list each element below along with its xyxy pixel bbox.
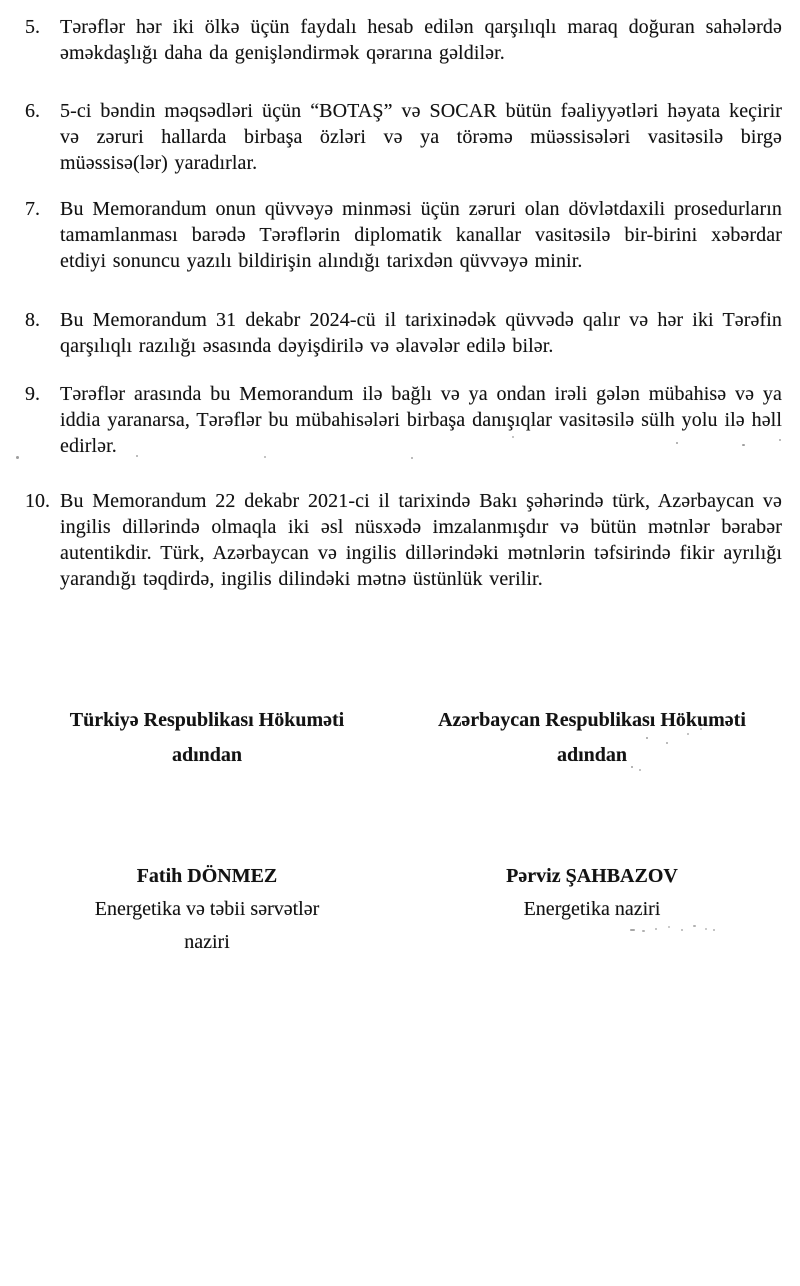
item-text: Tərəflər arasında bu Memorandum ilə bağlı və ya ondan irəli gələn mübahisə və ya iddia yaranarsa, Tərəflər bu mübahisələri birbaşa danışıqlar vasitəsilə sülh yolu ilə həll edirlər. (60, 383, 782, 457)
scan-speckle (681, 929, 683, 931)
on-behalf-label: adından (171, 744, 243, 766)
scan-speckle (512, 436, 514, 438)
scan-speckle (264, 456, 266, 458)
scan-speckle (16, 456, 19, 459)
scan-speckle (642, 930, 645, 932)
item-text: 5-ci bəndin məqsədləri üçün “BOTAŞ” və SOCAR bütün fəaliyyətləri həyata keçirir və zəruri hallarda birbaşa özləri və ya törəmə müəssisələri vasitəsilə birgə müəssisə(lər) yaradırlar. (60, 100, 782, 174)
memo-item-6 (0, 98, 782, 176)
scan-speckle (136, 455, 138, 457)
scan-speckle (687, 733, 689, 735)
on-behalf-label: adından (556, 744, 628, 766)
item-text: Bu Memorandum 22 dekabr 2021-ci il tarixində Bakı şəhərində türk, Azərbaycan və ingilis dillərində olmaqla iki əsl nüsxədə imzalanmışdır və bütün mətnlər bərabər autentikdir. Türk, Azərbaycan və ingilis dillərindəki mətnlərin təfsirində fikir ayrılığı yarandığı təqdirdə, ingilis dilindəki mətnə üstünlük verilir. (60, 490, 782, 590)
item-text: Bu Memorandum 31 dekabr 2024-cü il tarixinədək qüvvədə qalır və hər iki Tərəfin qarşılıqlı razılığı əsasında dəyişdirilə və əlavələr edilə bilər. (60, 309, 782, 357)
scan-speckle (668, 926, 670, 928)
item-number: 5. (25, 16, 40, 38)
scan-speckle (705, 928, 707, 930)
scan-speckle (779, 439, 781, 441)
item-number: 9. (25, 383, 40, 405)
signatory-org: Azərbaycan Respublikası Hökuməti (438, 709, 746, 731)
signature-header-azerbaycan (424, 703, 760, 773)
scan-speckle (700, 728, 702, 730)
scan-speckle (655, 928, 657, 930)
scan-speckle (693, 925, 696, 927)
signatory-block-sahbazov (424, 860, 760, 926)
signatory-name: Pərviz ŞAHBAZOV (506, 865, 678, 887)
memo-item-5 (0, 14, 782, 66)
memo-item-9 (0, 381, 782, 459)
scan-speckle (666, 742, 668, 744)
scan-speckle (639, 769, 641, 771)
item-text: Bu Memorandum onun qüvvəyə minməsi üçün zəruri olan dövlətdaxili prosedurların tamamlanması barədə Tərəflərin diplomatik kanallar vasitəsilə bir-birini xəbərdar etdiyi sonuncu yazılı bildirişin alındığı tarixdən qüvvəyə minir. (60, 198, 782, 272)
signature-header-turkiye (39, 703, 375, 773)
signatory-title-line: Energetika və təbii sərvətlər (94, 898, 320, 920)
item-text: Tərəflər hər iki ölkə üçün faydalı hesab edilən qarşılıqlı maraq doğuran sahələrdə əməkdaşlığı daha da genişləndirmək qərarına gəldilər. (60, 16, 782, 64)
scan-speckle (713, 929, 715, 931)
scan-speckle (411, 457, 413, 459)
memo-clause-list (0, 14, 782, 592)
signatory-title-line: naziri (184, 931, 230, 953)
scan-speckle (742, 444, 745, 446)
item-number: 8. (25, 309, 40, 331)
scan-speckle (630, 929, 635, 931)
signatory-name: Fatih DÖNMEZ (136, 865, 278, 887)
signatory-org: Türkiyə Respublikası Hökuməti (69, 709, 345, 731)
memo-item-8 (0, 307, 782, 359)
memo-item-7 (0, 196, 782, 274)
item-number: 6. (25, 100, 40, 122)
item-number: 7. (25, 198, 40, 220)
signatory-title-line: Energetika naziri (523, 898, 661, 920)
memo-item-10 (0, 488, 782, 592)
scan-speckle (631, 766, 633, 768)
signatory-block-donmez (39, 860, 375, 959)
scan-speckle (676, 442, 678, 444)
scan-speckle (646, 737, 648, 739)
item-number: 10. (25, 490, 50, 512)
